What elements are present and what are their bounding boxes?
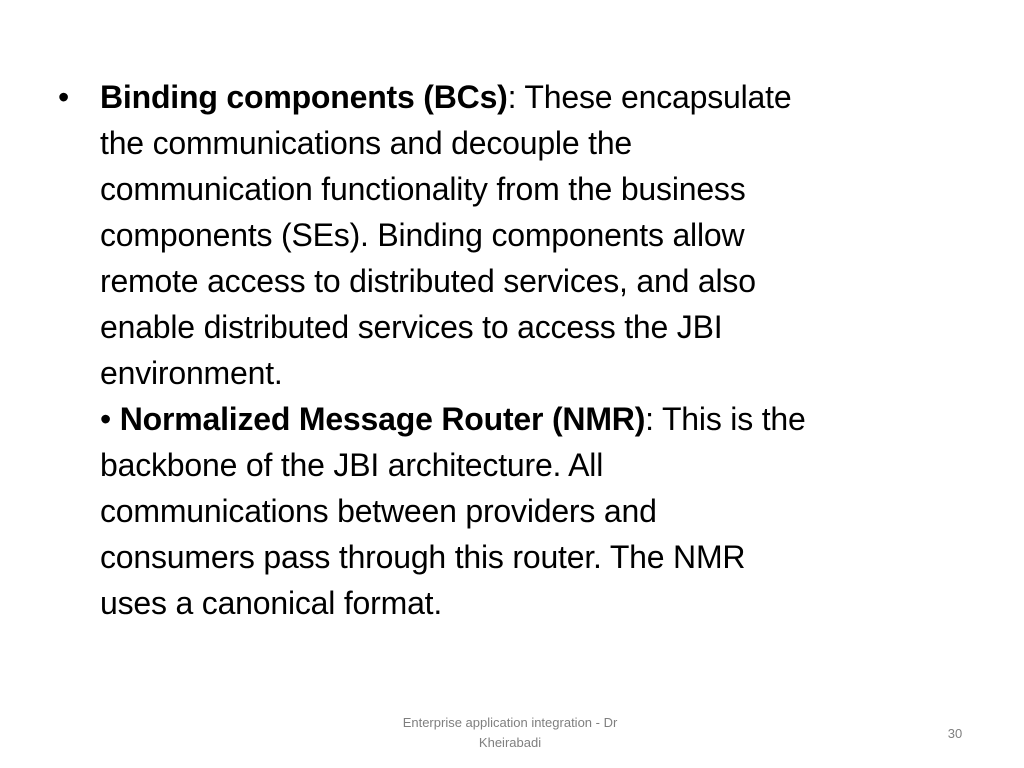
nmr-line-1 [100,396,958,442]
nmr-inline-bullet: • [100,401,120,437]
bcs-line-3: communication functionality from the business [100,171,746,207]
nmr-line-3: communications between providers and [100,493,657,529]
bcs-term: Binding components (BCs) [100,79,508,115]
bcs-line-1-rest: : These encapsulate [507,79,792,115]
footer-text [360,713,660,753]
slide-body [58,74,958,626]
bullet-text [100,74,958,626]
bcs-line-6: enable distributed services to access the JBI [100,309,723,345]
bcs-line-7: environment. [100,355,283,391]
footer-line-2: Kheirabadi [478,735,542,750]
page-number: 30 [947,726,963,741]
footer-line-1: Enterprise application integration - Dr [402,715,618,730]
nmr-line-1-rest: : This is the [645,401,806,437]
bullet-dot-icon: • [58,79,70,115]
nmr-line-5: uses a canonical format. [100,585,443,621]
bcs-line-4: components (SEs). Binding components allow [100,217,745,253]
nmr-line-2: backbone of the JBI architecture. All [100,447,604,483]
bcs-line-1 [100,74,958,120]
nmr-line-4: consumers pass through this router. The NMR [100,539,746,575]
nmr-term: Normalized Message Router (NMR) [119,401,646,437]
bcs-line-2: the communications and decouple the [100,125,633,161]
bcs-line-5: remote access to distributed services, and also [100,263,756,299]
bullet-item [58,74,958,626]
